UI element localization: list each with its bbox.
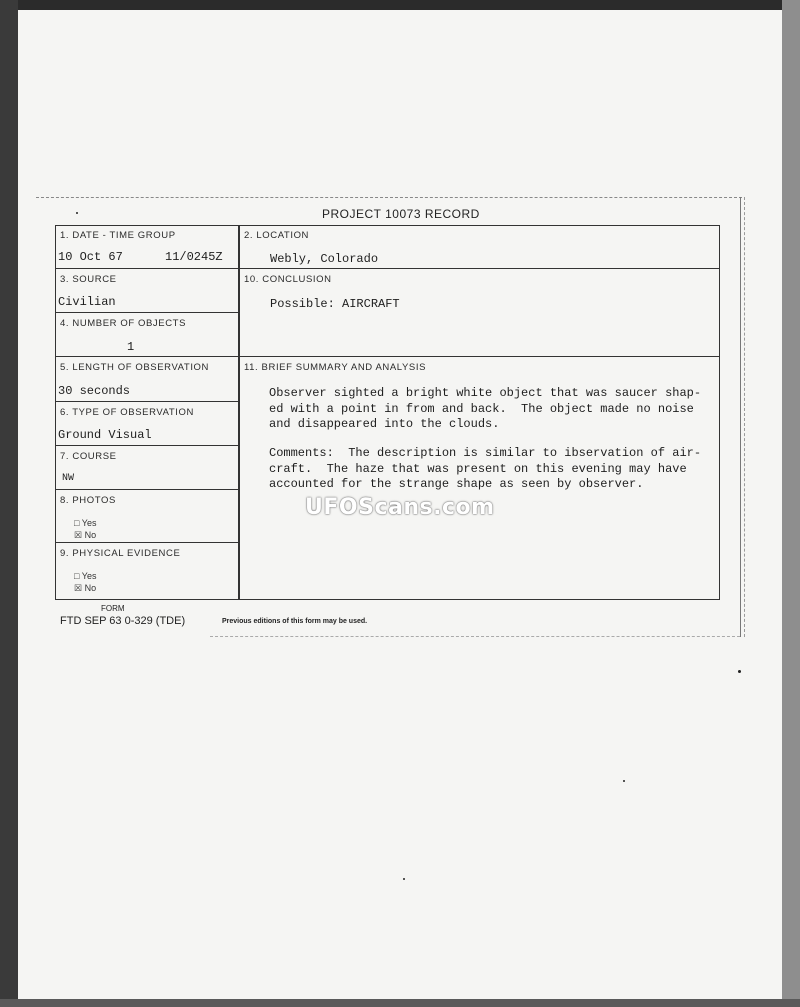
watermark: UFOScans.com [305,495,495,520]
evidence-yes-label: Yes [81,571,97,581]
photos-no-option [74,530,96,541]
rule-after-objects [55,356,720,357]
form-title: PROJECT 10073 RECORD [322,207,480,221]
objects-value: 1 [127,340,135,354]
checkbox-checked-icon: ☒ [74,583,83,593]
length-value: 30 seconds [58,384,131,398]
scan-bottom-edge [0,999,800,1007]
type-label: 6. TYPE OF OBSERVATION [60,407,194,418]
photos-yes-label: Yes [81,518,97,528]
checkbox-empty-icon: □ [74,571,80,581]
footer-form-id: FTD SEP 63 0-329 (TDE) [60,615,186,627]
source-value: Civilian [58,295,116,309]
evidence-no-label: No [84,583,97,593]
course-value: NW [62,473,75,484]
scan-speck [623,780,625,782]
date-time-label: 1. DATE - TIME GROUP [60,230,176,241]
scan-left-edge [0,0,18,1007]
conclusion-value: Possible: AIRCRAFT [270,297,400,311]
rule-after-course [55,489,239,490]
rule-after-length [55,401,239,402]
scan-speck [738,670,741,673]
scan-speck [403,878,405,880]
photos-no-label: No [84,530,97,540]
location-value: Webly, Colorado [270,252,379,266]
checkbox-empty-icon: □ [74,518,80,528]
rule-after-row1 [55,268,720,269]
scan-speck [76,212,78,214]
card-edge-right-shadow [744,197,745,637]
length-label: 5. LENGTH OF OBSERVATION [60,362,210,373]
checkbox-checked-icon: ☒ [74,530,83,540]
date-value: 10 Oct 67 [58,250,123,264]
card-edge-bottom [210,636,740,637]
photos-yes-option [74,518,96,528]
footer-note: Previous editions of this form may be used. [222,618,368,625]
source-label: 3. SOURCE [60,274,117,285]
scan-right-edge [782,0,800,1007]
rule-after-source [55,312,239,313]
summary-paragraph-2: Comments: The description is similar to ibservation of air- craft. The haze that was present on this evening may have accounted for the strange shape as seen by observer. [269,446,702,491]
rule-after-type [55,445,239,446]
summary-paragraph-1: Observer sighted a bright white object that was saucer shap- ed with a point in from and back. The object made no noise and disappeared into the clouds. [269,386,702,431]
card-edge-right [740,197,741,637]
photos-label: 8. PHOTOS [60,495,116,506]
location-label: 2. LOCATION [244,230,310,241]
course-label: 7. COURSE [60,451,117,462]
type-value: Ground Visual [58,428,152,442]
evidence-no-option [74,583,96,594]
summary-label: 11. BRIEF SUMMARY AND ANALYSIS [244,362,427,373]
rule-after-photos [55,542,239,543]
objects-label: 4. NUMBER OF OBJECTS [60,318,187,329]
card-edge-top [36,197,742,198]
conclusion-label: 10. CONCLUSION [244,274,332,285]
evidence-label: 9. PHYSICAL EVIDENCE [60,548,181,559]
time-value: 11/0245Z [165,250,223,264]
footer-form-word: FORM [101,604,125,613]
form-column-divider [238,225,240,600]
evidence-yes-option [74,571,96,581]
